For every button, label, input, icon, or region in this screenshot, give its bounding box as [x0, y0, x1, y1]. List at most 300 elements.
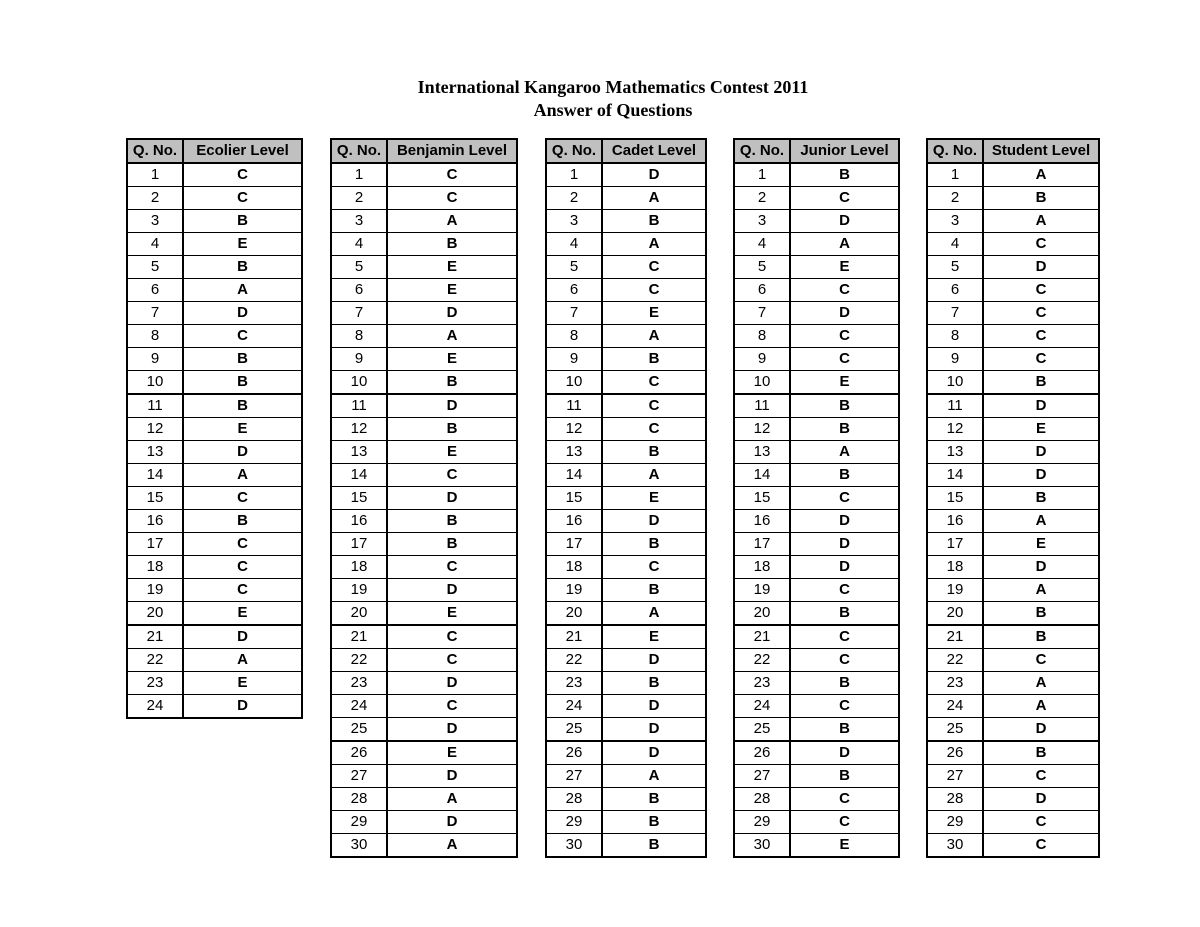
answer-cell: A: [387, 788, 517, 811]
answer-cell: C: [387, 649, 517, 672]
table-row: [331, 556, 517, 579]
level-header: Student Level: [983, 139, 1099, 163]
answer-cell: B: [790, 394, 899, 418]
answer-cell: B: [387, 371, 517, 395]
answer-cell: B: [983, 487, 1099, 510]
table-row: [546, 279, 706, 302]
question-number-cell: 18: [734, 556, 790, 579]
question-number-cell: 6: [927, 279, 983, 302]
answer-cell: C: [790, 279, 899, 302]
answer-cell: D: [983, 394, 1099, 418]
table-row: [546, 441, 706, 464]
table-row: [927, 695, 1099, 718]
answer-cell: B: [790, 602, 899, 626]
table-row: [331, 718, 517, 742]
table-body: [927, 163, 1099, 857]
table-row: [546, 765, 706, 788]
question-number-cell: 6: [331, 279, 387, 302]
table-row: [734, 210, 899, 233]
answer-cell: C: [983, 348, 1099, 371]
answer-cell: B: [983, 371, 1099, 395]
answer-cell: C: [602, 418, 706, 441]
table-row: [927, 441, 1099, 464]
answer-cell: A: [602, 233, 706, 256]
answer-cell: C: [387, 556, 517, 579]
question-number-cell: 30: [331, 834, 387, 858]
question-number-cell: 5: [927, 256, 983, 279]
question-number-cell: 16: [127, 510, 183, 533]
answer-cell: A: [983, 695, 1099, 718]
table-row: [546, 256, 706, 279]
question-number-cell: 27: [331, 765, 387, 788]
answer-cell: B: [602, 788, 706, 811]
question-number-cell: 28: [734, 788, 790, 811]
answer-cell: C: [790, 625, 899, 649]
question-number-cell: 9: [546, 348, 602, 371]
answer-cell: B: [602, 811, 706, 834]
question-number-cell: 15: [546, 487, 602, 510]
question-number-cell: 20: [127, 602, 183, 626]
table-row: [734, 533, 899, 556]
question-number-cell: 30: [927, 834, 983, 858]
table-row: [331, 741, 517, 765]
answer-cell: C: [602, 394, 706, 418]
table-row: [927, 765, 1099, 788]
answer-cell: B: [983, 625, 1099, 649]
table-row: [127, 187, 302, 210]
answer-cell: C: [790, 325, 899, 348]
table-row: [546, 510, 706, 533]
table-row: [734, 487, 899, 510]
question-number-cell: 9: [331, 348, 387, 371]
table-row: [734, 441, 899, 464]
answer-cell: C: [790, 348, 899, 371]
table-row: [546, 672, 706, 695]
question-number-cell: 19: [734, 579, 790, 602]
question-number-cell: 20: [331, 602, 387, 626]
table-row: [127, 233, 302, 256]
question-number-cell: 11: [734, 394, 790, 418]
question-number-cell: 13: [734, 441, 790, 464]
table-header-row: [734, 139, 899, 163]
question-number-cell: 24: [546, 695, 602, 718]
question-number-cell: 21: [127, 625, 183, 649]
answer-cell: B: [183, 510, 302, 533]
question-number-cell: 25: [546, 718, 602, 742]
question-number-cell: 23: [546, 672, 602, 695]
table-row: [546, 464, 706, 487]
question-number-cell: 30: [546, 834, 602, 858]
table-row: [127, 556, 302, 579]
question-number-cell: 26: [927, 741, 983, 765]
table-row: [127, 441, 302, 464]
question-number-cell: 5: [127, 256, 183, 279]
table-row: [546, 210, 706, 233]
table-row: [927, 672, 1099, 695]
answer-cell: D: [983, 256, 1099, 279]
answer-cell: D: [790, 302, 899, 325]
question-number-cell: 4: [546, 233, 602, 256]
table-body: [546, 163, 706, 857]
table-row: [927, 233, 1099, 256]
answer-cell: A: [983, 510, 1099, 533]
table-row: [546, 649, 706, 672]
question-number-cell: 2: [127, 187, 183, 210]
question-number-cell: 12: [127, 418, 183, 441]
question-number-cell: 24: [734, 695, 790, 718]
question-number-cell: 17: [331, 533, 387, 556]
question-number-cell: 22: [127, 649, 183, 672]
question-number-cell: 16: [331, 510, 387, 533]
answer-cell: E: [790, 256, 899, 279]
table-row: [127, 533, 302, 556]
page-title: [0, 76, 1200, 122]
answer-cell: E: [602, 625, 706, 649]
question-number-cell: 10: [927, 371, 983, 395]
answer-cell: A: [602, 602, 706, 626]
answer-cell: C: [790, 649, 899, 672]
table-row: [127, 649, 302, 672]
answer-cell: B: [790, 163, 899, 187]
answer-cell: D: [983, 556, 1099, 579]
question-number-cell: 22: [927, 649, 983, 672]
table-row: [546, 394, 706, 418]
table-row: [734, 602, 899, 626]
answer-cell: C: [602, 371, 706, 395]
answer-cell: C: [983, 302, 1099, 325]
answer-cell: C: [983, 279, 1099, 302]
page-subtitle: Answer of Questions: [533, 100, 693, 120]
question-number-cell: 24: [331, 695, 387, 718]
question-number-cell: 6: [127, 279, 183, 302]
answer-cell: D: [183, 625, 302, 649]
answer-cell: C: [790, 579, 899, 602]
question-number-cell: 11: [331, 394, 387, 418]
table-row: [546, 741, 706, 765]
table-row: [927, 348, 1099, 371]
table-row: [127, 394, 302, 418]
question-number-cell: 29: [927, 811, 983, 834]
qno-header: Q. No.: [546, 139, 602, 163]
answer-cell: B: [983, 741, 1099, 765]
question-number-cell: 17: [734, 533, 790, 556]
question-number-cell: 13: [546, 441, 602, 464]
junior-answer-table: [733, 138, 900, 858]
table-row: [127, 672, 302, 695]
question-number-cell: 5: [546, 256, 602, 279]
answer-cell: A: [790, 441, 899, 464]
answer-cell: D: [983, 441, 1099, 464]
qno-header: Q. No.: [734, 139, 790, 163]
question-number-cell: 25: [331, 718, 387, 742]
question-number-cell: 10: [734, 371, 790, 395]
answer-cell: B: [602, 579, 706, 602]
table-row: [734, 418, 899, 441]
table-row: [546, 302, 706, 325]
table-row: [331, 625, 517, 649]
question-number-cell: 23: [331, 672, 387, 695]
question-number-cell: 6: [546, 279, 602, 302]
question-number-cell: 4: [331, 233, 387, 256]
table-row: [927, 579, 1099, 602]
table-row: [546, 325, 706, 348]
table-row: [331, 302, 517, 325]
answer-cell: A: [983, 579, 1099, 602]
table-row: [331, 464, 517, 487]
answer-cell: C: [983, 649, 1099, 672]
question-number-cell: 7: [331, 302, 387, 325]
question-number-cell: 7: [927, 302, 983, 325]
answer-cell: B: [183, 256, 302, 279]
table-row: [546, 718, 706, 742]
question-number-cell: 16: [734, 510, 790, 533]
answer-cell: D: [790, 741, 899, 765]
question-number-cell: 4: [127, 233, 183, 256]
question-number-cell: 14: [927, 464, 983, 487]
answer-cell: B: [790, 765, 899, 788]
table-row: [734, 718, 899, 742]
table-row: [331, 325, 517, 348]
table-row: [546, 233, 706, 256]
answer-cell: D: [602, 718, 706, 742]
table-row: [127, 602, 302, 626]
answer-cell: C: [790, 487, 899, 510]
answer-cell: B: [183, 371, 302, 395]
answer-cell: C: [183, 325, 302, 348]
question-number-cell: 8: [331, 325, 387, 348]
answer-cell: E: [983, 533, 1099, 556]
table-row: [331, 672, 517, 695]
table-row: [127, 302, 302, 325]
table-row: [734, 834, 899, 858]
question-number-cell: 19: [546, 579, 602, 602]
question-number-cell: 21: [546, 625, 602, 649]
benjamin-answer-table: [330, 138, 518, 858]
question-number-cell: 20: [927, 602, 983, 626]
answer-cell: D: [387, 765, 517, 788]
table-row: [734, 233, 899, 256]
level-header: Ecolier Level: [183, 139, 302, 163]
question-number-cell: 15: [127, 487, 183, 510]
question-number-cell: 20: [734, 602, 790, 626]
table-row: [331, 649, 517, 672]
answer-cell: A: [602, 325, 706, 348]
table-row: [927, 533, 1099, 556]
question-number-cell: 8: [927, 325, 983, 348]
answer-cell: B: [790, 418, 899, 441]
table-row: [331, 210, 517, 233]
answer-cell: A: [183, 464, 302, 487]
answer-cell: B: [602, 210, 706, 233]
answer-cell: E: [983, 418, 1099, 441]
question-number-cell: 18: [127, 556, 183, 579]
question-number-cell: 29: [546, 811, 602, 834]
table-row: [734, 695, 899, 718]
answer-cell: C: [387, 163, 517, 187]
question-number-cell: 26: [331, 741, 387, 765]
table-row: [546, 556, 706, 579]
question-number-cell: 28: [927, 788, 983, 811]
table-row: [127, 464, 302, 487]
question-number-cell: 7: [127, 302, 183, 325]
question-number-cell: 23: [734, 672, 790, 695]
table-row: [127, 256, 302, 279]
table-row: [734, 302, 899, 325]
table-row: [127, 348, 302, 371]
answer-cell: E: [387, 256, 517, 279]
question-number-cell: 4: [927, 233, 983, 256]
table-row: [331, 256, 517, 279]
table-row: [127, 487, 302, 510]
question-number-cell: 15: [331, 487, 387, 510]
question-number-cell: 14: [734, 464, 790, 487]
answer-cell: A: [183, 649, 302, 672]
question-number-cell: 1: [734, 163, 790, 187]
answer-cell: D: [183, 302, 302, 325]
answer-cell: C: [387, 464, 517, 487]
table-row: [734, 510, 899, 533]
answer-cell: D: [983, 788, 1099, 811]
question-number-cell: 8: [546, 325, 602, 348]
table-row: [546, 695, 706, 718]
table-row: [127, 163, 302, 187]
table-row: [927, 625, 1099, 649]
answer-cell: E: [387, 348, 517, 371]
question-number-cell: 29: [734, 811, 790, 834]
answer-cell: E: [387, 741, 517, 765]
question-number-cell: 18: [546, 556, 602, 579]
table-row: [546, 187, 706, 210]
table-body: [734, 163, 899, 857]
answer-cell: E: [387, 602, 517, 626]
table-row: [734, 649, 899, 672]
question-number-cell: 12: [927, 418, 983, 441]
table-row: [927, 163, 1099, 187]
question-number-cell: 11: [927, 394, 983, 418]
qno-header: Q. No.: [331, 139, 387, 163]
answer-cell: A: [983, 163, 1099, 187]
answer-cell: B: [790, 718, 899, 742]
answer-cell: D: [602, 649, 706, 672]
table-row: [734, 811, 899, 834]
question-number-cell: 9: [927, 348, 983, 371]
answer-cell: D: [387, 672, 517, 695]
question-number-cell: 4: [734, 233, 790, 256]
question-number-cell: 7: [734, 302, 790, 325]
level-header: Cadet Level: [602, 139, 706, 163]
table-row: [927, 510, 1099, 533]
answer-cell: B: [183, 348, 302, 371]
table-row: [127, 210, 302, 233]
table-row: [734, 579, 899, 602]
answer-cell: D: [602, 695, 706, 718]
answer-cell: E: [183, 418, 302, 441]
answer-cell: E: [183, 602, 302, 626]
question-number-cell: 27: [546, 765, 602, 788]
answer-cell: C: [183, 579, 302, 602]
qno-header: Q. No.: [927, 139, 983, 163]
question-number-cell: 2: [331, 187, 387, 210]
table-row: [546, 487, 706, 510]
table-row: [734, 464, 899, 487]
table-row: [546, 163, 706, 187]
answer-cell: A: [602, 765, 706, 788]
question-number-cell: 1: [927, 163, 983, 187]
table-row: [331, 441, 517, 464]
answer-cell: B: [602, 533, 706, 556]
table-row: [734, 163, 899, 187]
table-row: [927, 741, 1099, 765]
answer-cell: E: [183, 233, 302, 256]
answer-cell: A: [183, 279, 302, 302]
answer-cell: A: [387, 325, 517, 348]
table-row: [331, 602, 517, 626]
table-row: [331, 187, 517, 210]
table-body: [331, 163, 517, 857]
answer-cell: D: [387, 302, 517, 325]
question-number-cell: 9: [734, 348, 790, 371]
table-row: [331, 279, 517, 302]
answer-cell: D: [183, 695, 302, 719]
answer-cell: C: [183, 163, 302, 187]
table-row: [127, 695, 302, 719]
question-number-cell: 13: [331, 441, 387, 464]
table-row: [331, 533, 517, 556]
question-number-cell: 3: [927, 210, 983, 233]
answer-cell: C: [983, 765, 1099, 788]
table-row: [127, 625, 302, 649]
question-number-cell: 21: [331, 625, 387, 649]
answer-cell: D: [602, 741, 706, 765]
question-number-cell: 23: [927, 672, 983, 695]
table-row: [734, 556, 899, 579]
question-number-cell: 22: [734, 649, 790, 672]
table-row: [331, 371, 517, 395]
question-number-cell: 27: [927, 765, 983, 788]
answer-cell: B: [387, 233, 517, 256]
answer-cell: D: [983, 464, 1099, 487]
question-number-cell: 27: [734, 765, 790, 788]
answer-cell: B: [602, 672, 706, 695]
question-number-cell: 12: [331, 418, 387, 441]
table-row: [927, 256, 1099, 279]
cadet-answer-table: [545, 138, 707, 858]
question-number-cell: 3: [546, 210, 602, 233]
table-row: [927, 279, 1099, 302]
answer-cell: C: [387, 695, 517, 718]
answer-cell: C: [790, 187, 899, 210]
answer-cell: D: [790, 510, 899, 533]
table-row: [331, 487, 517, 510]
question-number-cell: 12: [546, 418, 602, 441]
question-number-cell: 14: [331, 464, 387, 487]
student-answer-table: [926, 138, 1100, 858]
table-row: [331, 233, 517, 256]
answer-cell: C: [790, 695, 899, 718]
question-number-cell: 8: [734, 325, 790, 348]
question-number-cell: 2: [546, 187, 602, 210]
question-number-cell: 21: [734, 625, 790, 649]
answer-cell: B: [790, 672, 899, 695]
table-row: [734, 371, 899, 395]
answer-cell: A: [602, 187, 706, 210]
table-row: [927, 718, 1099, 742]
question-number-cell: 16: [546, 510, 602, 533]
table-row: [927, 556, 1099, 579]
table-row: [927, 464, 1099, 487]
answer-cell: C: [183, 487, 302, 510]
answer-cell: D: [790, 533, 899, 556]
